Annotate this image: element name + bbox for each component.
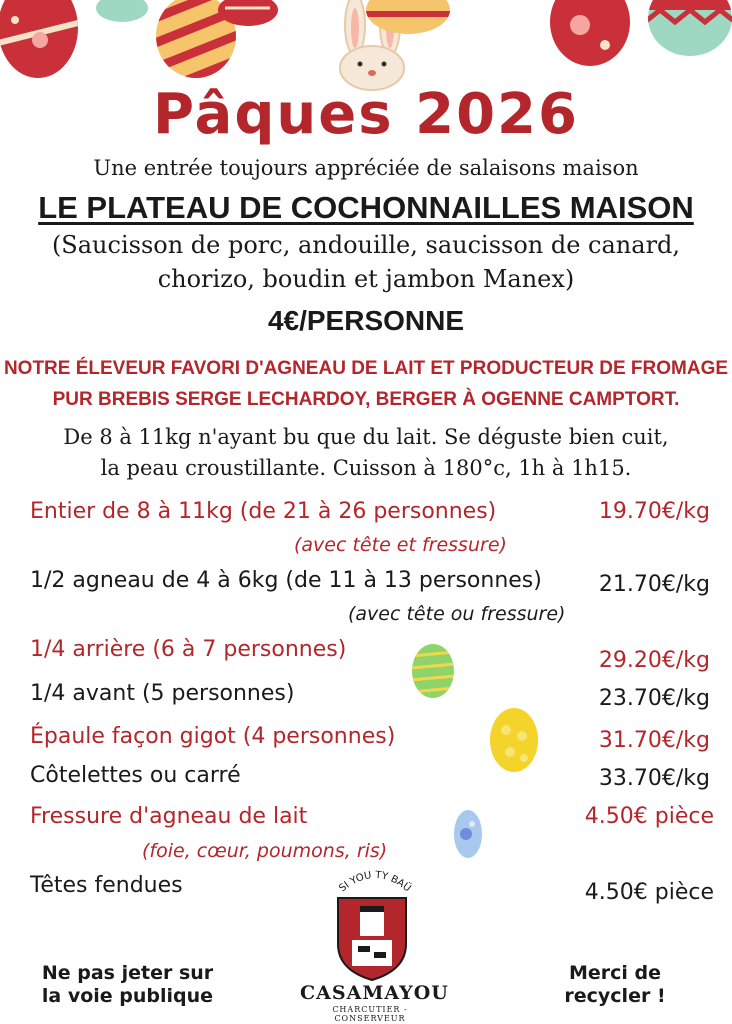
easter-egg-icon xyxy=(640,0,732,60)
breeder-line: NOTRE ÉLEVEUR FAVORI D'AGNEAU DE LAIT ET PRODUCTEUR DE FROMAGE xyxy=(3,358,729,379)
item-label: Têtes fendues xyxy=(30,873,183,898)
item-price: 29.20€/kg xyxy=(598,648,710,673)
footer-left-notice xyxy=(20,962,235,1008)
footer-left-line: Ne pas jeter sur xyxy=(41,962,214,984)
plateau-description xyxy=(0,228,732,296)
item-label: Entier de 8 à 11kg (de 21 à 26 personnes) xyxy=(30,499,497,524)
item-label: Côtelettes ou carré xyxy=(30,763,241,788)
footer-right-line: Merci de xyxy=(568,962,662,984)
easter-egg-icon xyxy=(540,0,650,80)
green-egg-icon xyxy=(410,642,456,700)
plateau-price: 4€/PERSONNE xyxy=(267,305,465,336)
lamb-description-line: la peau croustillante. Cuisson à 180°c, 1h à 1h15. xyxy=(100,456,632,480)
item-note: (foie, cœur, poumons, ris) xyxy=(142,840,388,862)
item-note: (avec tête et fressure) xyxy=(294,534,507,556)
item-price: 19.70€/kg xyxy=(598,499,710,524)
footer-left-line: la voie publique xyxy=(41,985,214,1007)
item-note: (avec tête ou fressure) xyxy=(348,603,566,625)
item-label: Épaule façon gigot (4 personnes) xyxy=(30,724,396,749)
item-price: 23.70€/kg xyxy=(598,686,710,711)
lamb-description-line: De 8 à 11kg n'ayant bu que du lait. Se déguste bien cuit, xyxy=(63,425,669,449)
breeder-line: PUR BREBIS SERGE LECHARDOY, BERGER À OGENNE CAMPTORT. xyxy=(52,389,680,410)
easter-egg-icon xyxy=(0,0,90,90)
logo-subtitle: CHARCUTIER - CONSERVEUR xyxy=(332,1005,408,1023)
item-label: 1/4 avant (5 personnes) xyxy=(30,681,295,706)
logo-shield-icon xyxy=(334,894,410,982)
item-label: 1/4 arrière (6 à 7 personnes) xyxy=(30,637,347,662)
plateau-title: LE PLATEAU DE COCHONNAILLES MAISON xyxy=(38,190,694,225)
plateau-description-line: (Saucisson de porc, andouille, saucisson de canard, xyxy=(51,231,681,259)
footer-right-line: recycler ! xyxy=(564,985,666,1007)
page-title: Pâques 2026 xyxy=(153,82,579,147)
easter-eggs-decoration xyxy=(0,0,732,95)
item-label: Fressure d'agneau de lait xyxy=(30,804,308,829)
item-price: 31.70€/kg xyxy=(598,728,710,753)
item-price: 4.50€ pièce xyxy=(584,804,714,829)
plateau-description-line: chorizo, boudin et jambon Manex) xyxy=(157,265,575,293)
item-price: 33.70€/kg xyxy=(598,766,710,791)
item-label: 1/2 agneau de 4 à 6kg (de 11 à 13 personnes) xyxy=(30,568,542,593)
item-price: 4.50€ pièce xyxy=(584,880,714,905)
subtitle: Une entrée toujours appréciée de salaisons maison xyxy=(93,156,639,180)
footer-right-notice xyxy=(520,962,710,1008)
breeder-heading xyxy=(0,353,732,415)
item-price: 21.70€/kg xyxy=(598,572,710,597)
blue-egg-icon xyxy=(452,808,484,860)
easter-egg-icon xyxy=(360,0,460,40)
svg-text:SI YOU TY BAÜ: SI YOU TY BAÜ xyxy=(337,869,413,895)
lamb-description xyxy=(0,422,732,484)
logo-name: CASAMAYOU xyxy=(300,982,449,1004)
yellow-egg-icon xyxy=(488,706,540,774)
